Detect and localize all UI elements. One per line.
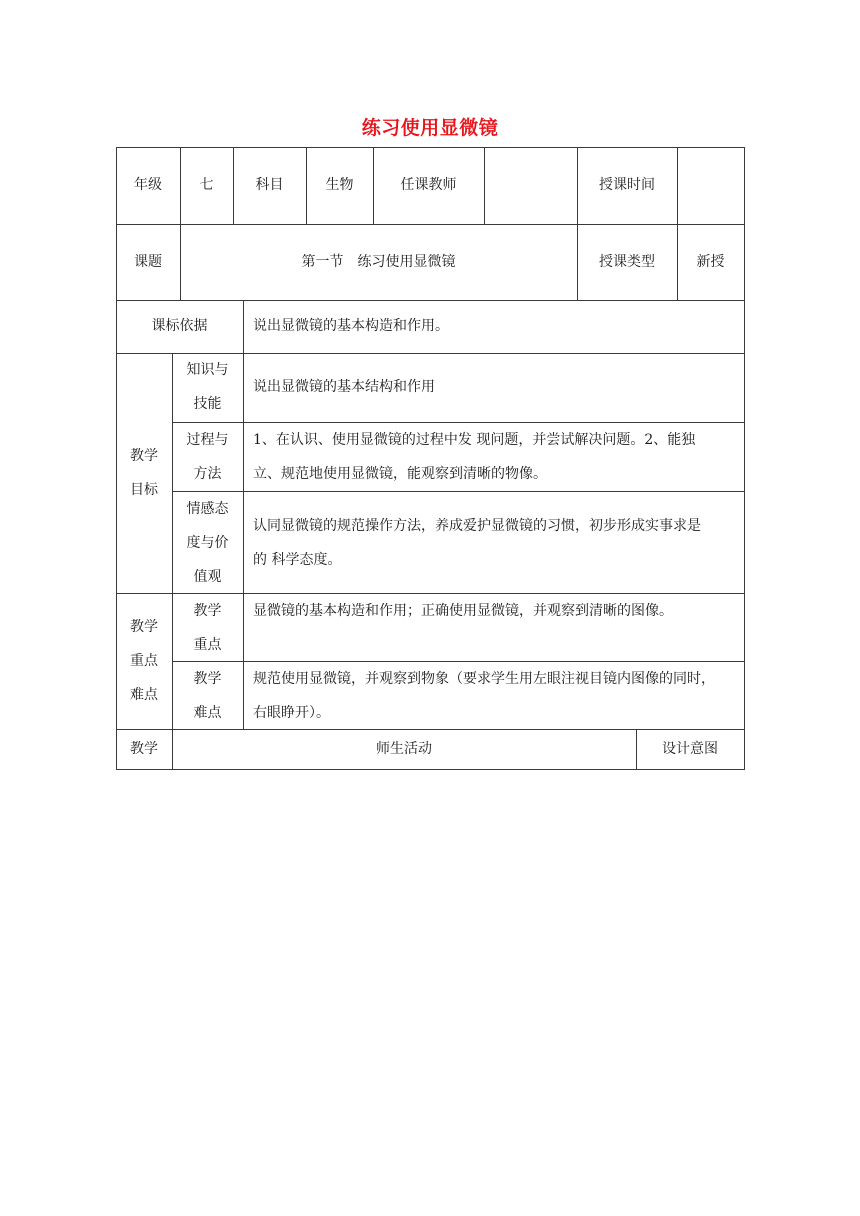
topic-value: 第一节 练习使用显微镜 bbox=[301, 254, 456, 270]
knowledge-value: 说出显微镜的基本结构和作用 bbox=[253, 379, 435, 395]
process-label: 过程与 方法 bbox=[186, 432, 229, 482]
subject-label: 科目 bbox=[255, 177, 284, 193]
topic-label: 课题 bbox=[134, 254, 162, 270]
page-title: 练习使用显微镜 bbox=[361, 117, 499, 139]
type-value: 新授 bbox=[696, 254, 725, 270]
grade-value: 七 bbox=[199, 177, 214, 193]
objectives-group-label: 教学 目标 bbox=[130, 448, 158, 498]
knowledge-label: 知识与 技能 bbox=[186, 362, 229, 412]
keypoints-group-label: 教学 重点 难点 bbox=[130, 619, 158, 703]
basis-label: 课标依据 bbox=[151, 318, 208, 334]
teacher-label: 任课教师 bbox=[400, 177, 457, 193]
difficulty-label: 教学 难点 bbox=[193, 671, 222, 721]
last-row-col2: 师生活动 bbox=[376, 741, 432, 757]
process-value: 1、在认识、使用显微镜的过程中发 现问题，并尝试解决问题。2、能独 立、规范地使用显微镜，能观察到清晰的物像。 bbox=[253, 432, 696, 482]
attitude-label: 情感态 度与价 值观 bbox=[186, 501, 229, 585]
type-label: 授课类型 bbox=[599, 254, 655, 270]
time-label: 授课时间 bbox=[599, 177, 655, 193]
focus-value: 显微镜的基本构造和作用；正确使用显微镜，并观察到清晰的图像。 bbox=[253, 603, 673, 619]
focus-label: 教学 重点 bbox=[193, 603, 222, 653]
attitude-value: 认同显微镜的规范操作方法，养成爱护显微镜的习惯，初步形成实事求是 的 科学态度。 bbox=[253, 518, 701, 568]
basis-value: 说出显微镜的基本构造和作用。 bbox=[253, 318, 449, 334]
subject-value: 生物 bbox=[325, 177, 354, 193]
last-row-col3: 设计意图 bbox=[662, 741, 718, 757]
difficulty-value: 规范使用显微镜，并观察到物象（要求学生用左眼注视目镜内图像的同时， 右眼睁开）。 bbox=[253, 671, 715, 721]
last-row-col1: 教学 bbox=[130, 741, 158, 757]
grade-label: 年级 bbox=[134, 177, 162, 193]
